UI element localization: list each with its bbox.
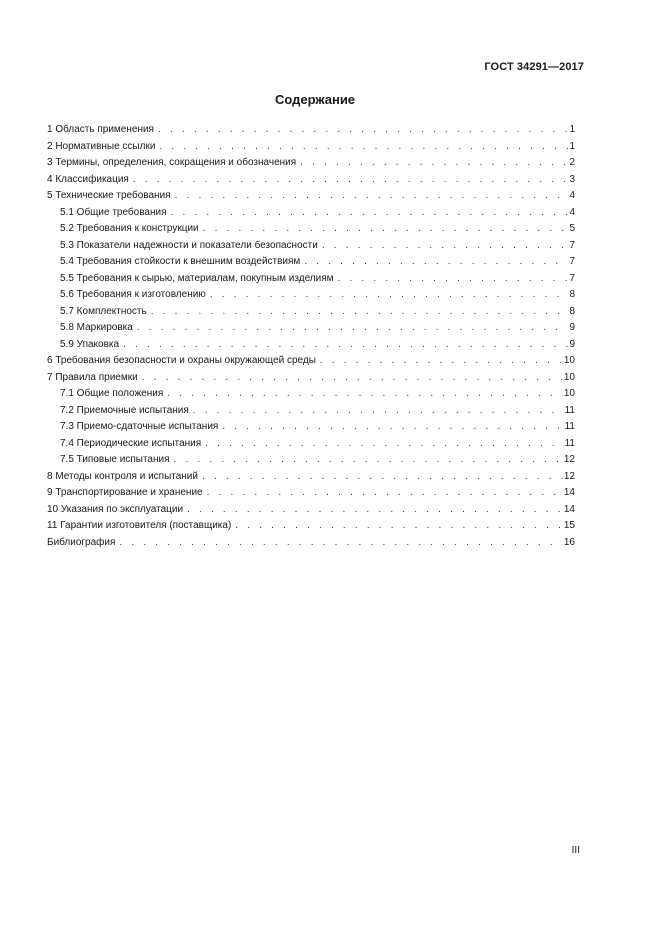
toc-entry-label: 5.1 Общие требования — [60, 206, 167, 218]
toc-entry[interactable] — [47, 188, 575, 205]
toc-entry[interactable] — [47, 139, 575, 156]
toc-entry[interactable] — [47, 172, 575, 189]
toc-entry-page: 8 — [569, 305, 575, 317]
toc-entry-page: 1 — [569, 124, 575, 135]
toc-entry-label: Библиография — [47, 536, 116, 548]
toc-entry[interactable] — [47, 502, 575, 519]
document-code: ГОСТ 34291—2017 — [484, 61, 584, 73]
toc-entry[interactable] — [47, 337, 575, 354]
toc-entry-page: 5 — [569, 223, 575, 234]
toc-entry[interactable] — [47, 221, 575, 238]
toc-entry[interactable] — [47, 155, 575, 172]
toc-entry[interactable] — [47, 436, 575, 453]
toc-dot-leader — [159, 139, 568, 156]
toc-entry-label: 5.4 Требования стойкости к внешним воздействиям — [60, 256, 301, 267]
toc-dot-leader — [175, 188, 569, 205]
toc-entry[interactable] — [47, 353, 575, 370]
toc-entry[interactable] — [47, 469, 575, 486]
toc-entry-label: 2 Нормативные ссылки — [47, 140, 156, 152]
toc-entry-page: 14 — [563, 487, 575, 498]
toc-entry-page: 8 — [569, 289, 575, 300]
toc-entry-label: 5.5 Требования к сырью, материалам, покупным изделиям — [60, 272, 334, 284]
toc-entry-page: 12 — [563, 454, 575, 465]
toc-dot-leader — [171, 205, 569, 222]
toc-entry-label: 7.4 Периодические испытания — [60, 437, 202, 449]
toc-entry-label: 5.9 Упаковка — [60, 338, 120, 350]
toc-entry-label: 5.6 Требования к изготовлению — [60, 289, 206, 300]
table-of-contents — [47, 122, 575, 551]
toc-entry-page: 10 — [563, 355, 575, 366]
toc-entry-page: 7 — [569, 272, 575, 284]
toc-entry[interactable] — [47, 485, 575, 502]
toc-dot-leader — [174, 452, 563, 469]
toc-entry[interactable] — [47, 386, 575, 403]
toc-entry[interactable] — [47, 370, 575, 387]
toc-entry[interactable] — [47, 122, 575, 139]
toc-dot-leader — [207, 485, 563, 502]
toc-dot-leader — [320, 353, 563, 370]
toc-entry-label: 5 Технические требования — [47, 190, 171, 201]
toc-entry-label: 7.1 Общие положения — [60, 388, 164, 399]
page-number: III — [571, 845, 580, 856]
toc-dot-leader — [133, 172, 569, 189]
toc-dot-leader — [167, 386, 563, 403]
toc-dot-leader — [202, 469, 563, 486]
toc-entry[interactable] — [47, 254, 575, 271]
toc-entry[interactable] — [47, 518, 575, 535]
toc-entry[interactable] — [47, 271, 575, 288]
toc-entry-label: 5.3 Показатели надежности и показатели безопасности — [60, 239, 318, 251]
toc-entry[interactable] — [47, 238, 575, 255]
toc-entry-page: 11 — [564, 404, 575, 416]
toc-dot-leader — [123, 337, 568, 354]
toc-entry-label: 5.8 Маркировка — [60, 322, 133, 333]
toc-entry[interactable] — [47, 452, 575, 469]
toc-dot-leader — [300, 155, 568, 172]
toc-entry-page: 4 — [569, 206, 575, 218]
toc-entry-label: 9 Транспортирование и хранение — [47, 487, 203, 498]
toc-dot-leader — [222, 419, 563, 436]
toc-entry-label: 10 Указания по эксплуатации — [47, 503, 184, 515]
toc-entry-label: 8 Методы контроля и испытаний — [47, 470, 198, 482]
toc-entry-page: 4 — [569, 190, 575, 201]
toc-entry[interactable] — [47, 320, 575, 337]
toc-entry-label: 6 Требования безопасности и охраны окружающей среды — [47, 355, 316, 366]
toc-entry-label: 7 Правила приемки — [47, 371, 138, 383]
toc-dot-leader — [187, 502, 563, 519]
toc-dot-leader — [193, 403, 564, 420]
toc-entry-page: 9 — [569, 338, 575, 350]
toc-entry-label: 3 Термины, определения, сокращения и обозначения — [47, 157, 297, 168]
toc-entry-page: 9 — [569, 322, 575, 333]
toc-entry-label: 4 Классификация — [47, 173, 129, 185]
toc-entry-page: 7 — [569, 239, 575, 251]
toc-entry-page: 2 — [569, 157, 575, 168]
toc-entry-page: 11 — [564, 437, 575, 449]
toc-entry-page: 15 — [563, 520, 575, 531]
toc-dot-leader — [304, 254, 568, 271]
toc-entry-label: 7.2 Приемочные испытания — [60, 404, 189, 416]
toc-entry[interactable] — [47, 403, 575, 420]
toc-entry-page: 3 — [569, 173, 575, 185]
toc-dot-leader — [235, 518, 563, 535]
toc-entry-label: 5.7 Комплектность — [60, 305, 147, 317]
toc-entry[interactable] — [47, 287, 575, 304]
toc-entry-page: 16 — [563, 536, 575, 548]
toc-entry[interactable] — [47, 535, 575, 552]
toc-dot-leader — [137, 320, 569, 337]
toc-entry-label: 11 Гарантии изготовителя (поставщика) — [47, 520, 232, 531]
toc-dot-leader — [142, 370, 563, 387]
toc-entry-page: 11 — [564, 421, 575, 432]
toc-dot-leader — [338, 271, 569, 288]
toc-entry-label: 7.5 Типовые испытания — [60, 454, 170, 465]
toc-dot-leader — [210, 287, 569, 304]
toc-dot-leader — [203, 221, 569, 238]
toc-entry-page: 14 — [563, 503, 575, 515]
toc-entry-label: 7.3 Приемо-сдаточные испытания — [60, 421, 219, 432]
toc-entry-page: 12 — [563, 470, 575, 482]
toc-entry-page: 10 — [563, 371, 575, 383]
toc-entry[interactable] — [47, 419, 575, 436]
toc-dot-leader — [322, 238, 569, 255]
toc-dot-leader — [205, 436, 563, 453]
toc-dot-leader — [158, 122, 568, 139]
toc-entry-page: 10 — [563, 388, 575, 399]
toc-dot-leader — [119, 535, 562, 552]
toc-title: Содержание — [274, 92, 356, 107]
toc-entry-label: 5.2 Требования к конструкции — [60, 223, 199, 234]
toc-dot-leader — [151, 304, 569, 321]
toc-entry-page: 7 — [569, 256, 575, 267]
toc-entry[interactable] — [47, 205, 575, 222]
toc-entry-label: 1 Область применения — [47, 124, 154, 135]
toc-entry-page: 1 — [569, 140, 575, 152]
toc-entry[interactable] — [47, 304, 575, 321]
